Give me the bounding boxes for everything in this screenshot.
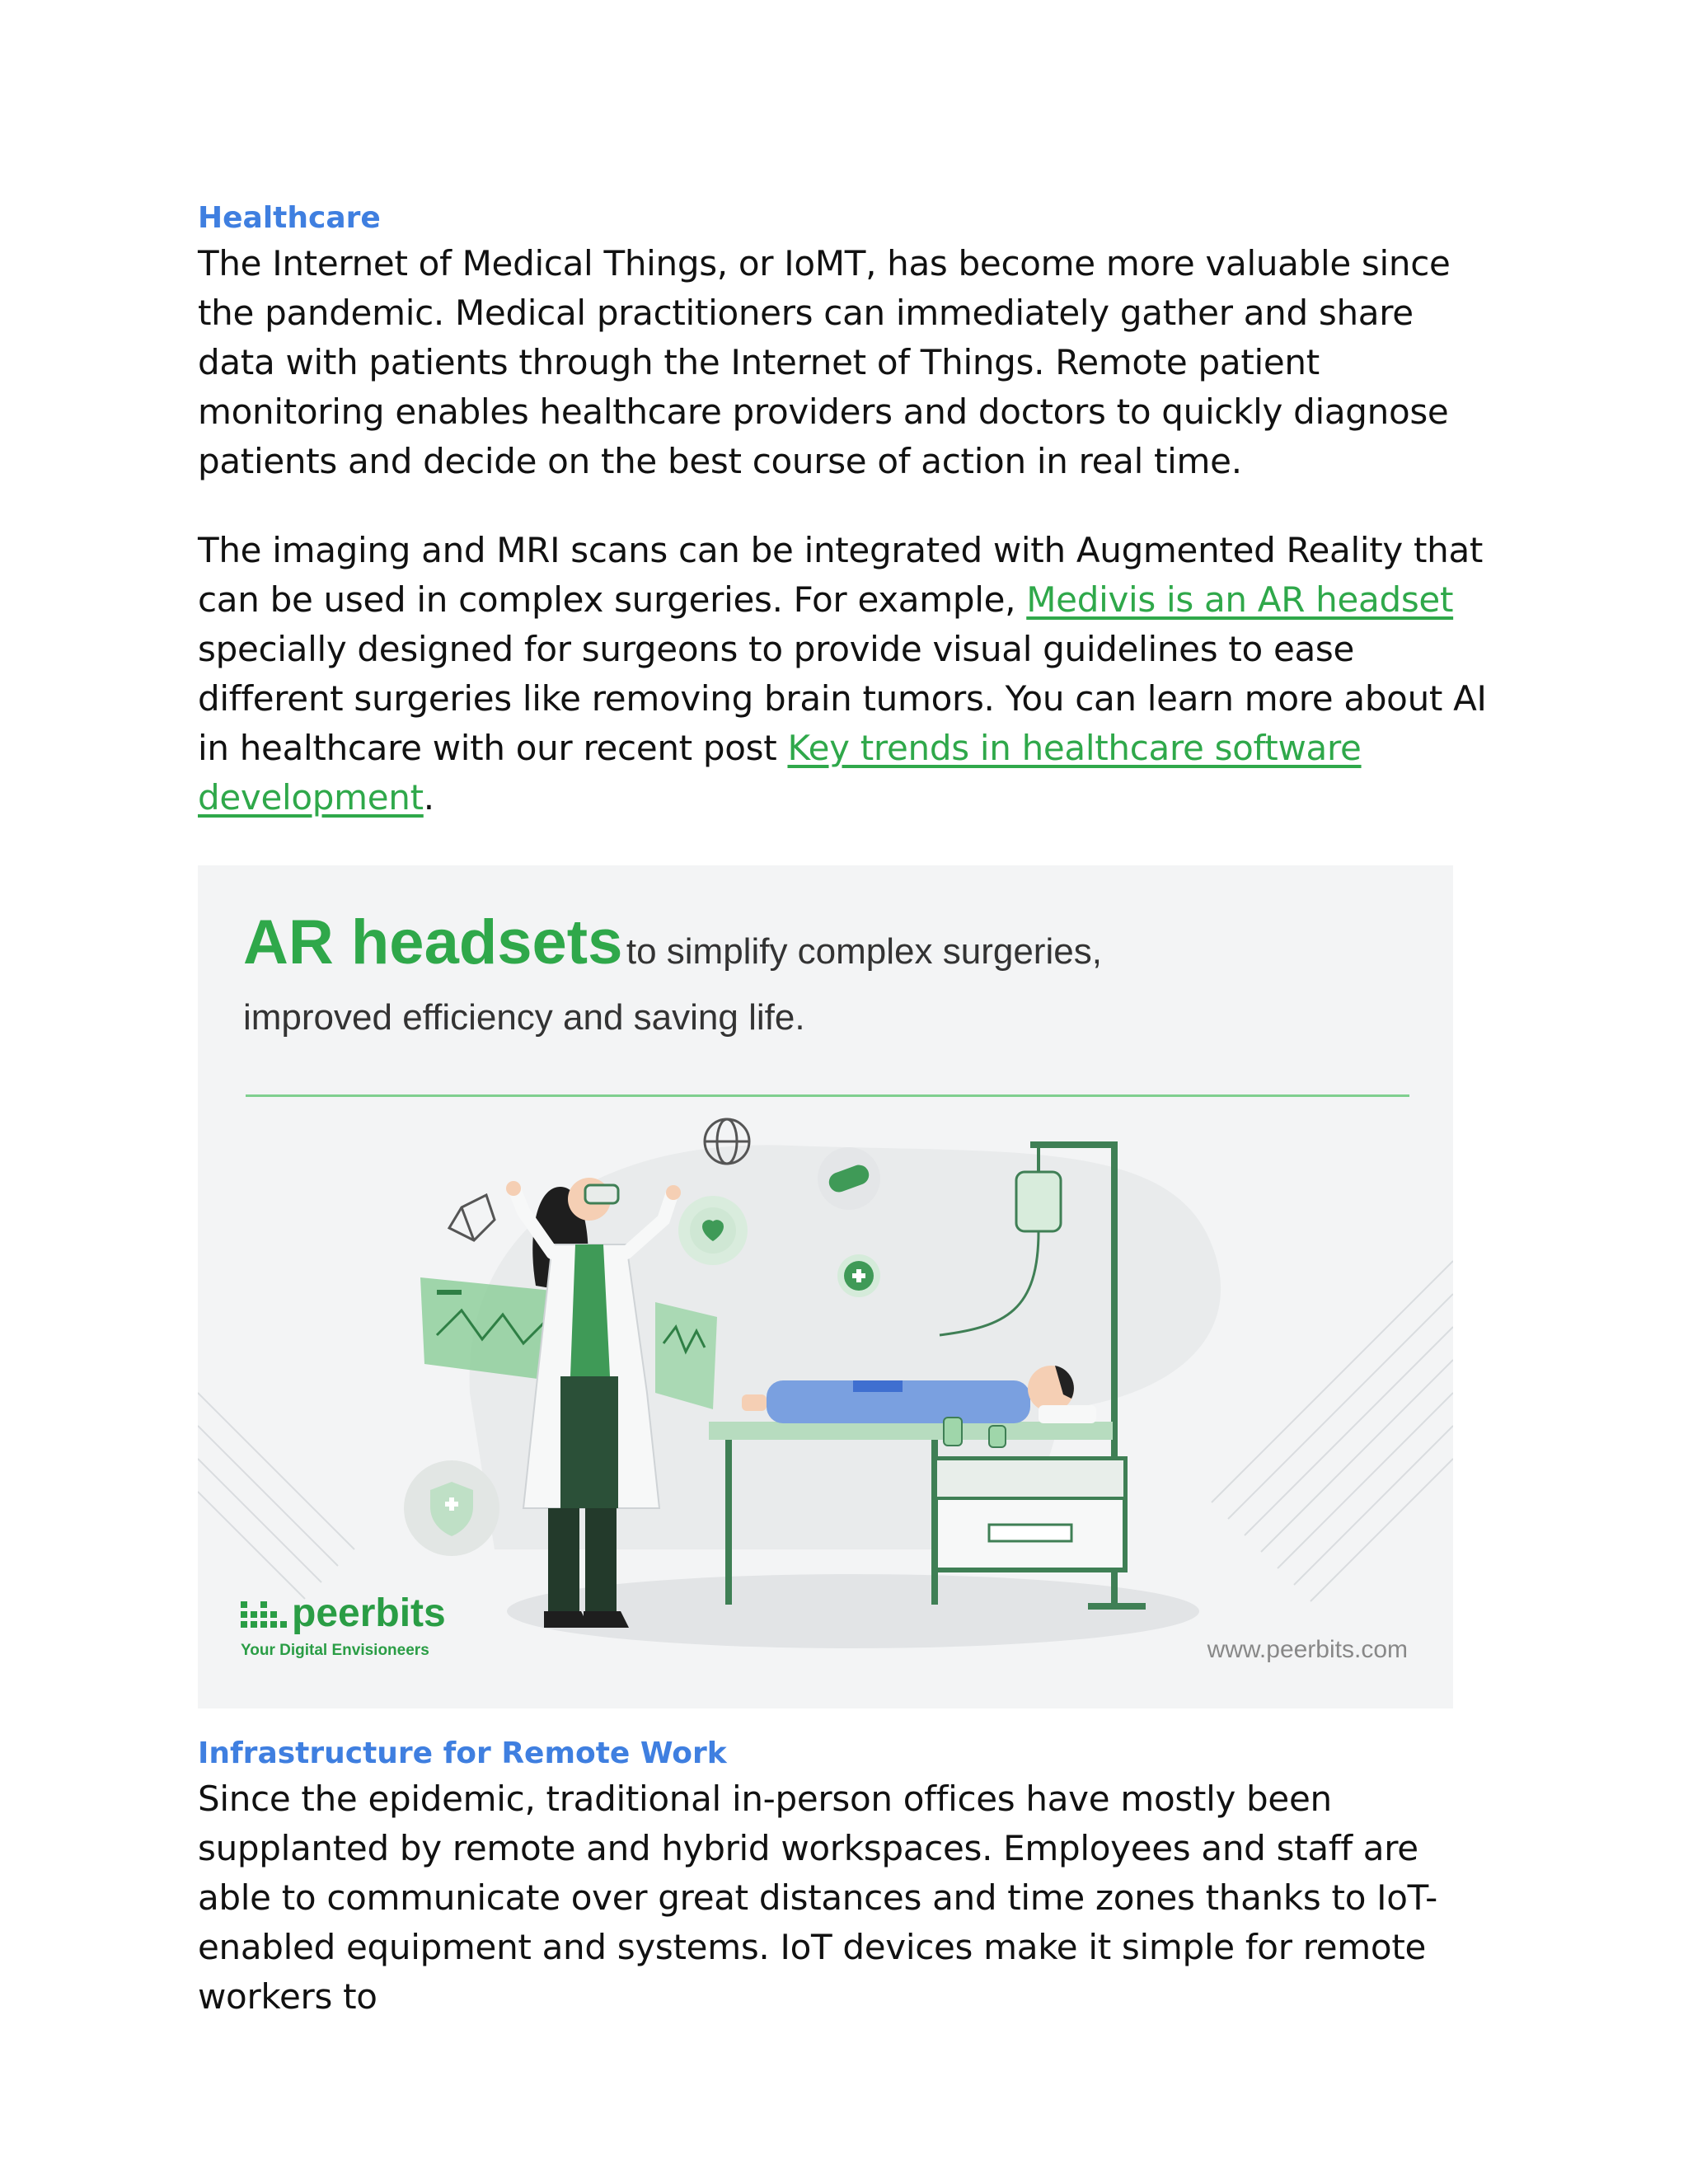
document-page	[198, 198, 1500, 2022]
section-heading-remote-work: Infrastructure for Remote Work	[198, 1736, 727, 1770]
paragraph-text: specially designed for surgeons to provide visual guidelines to ease different surgeries like removing brain tumors. You can learn more about AI in healthcare with our recent post	[198, 629, 1487, 768]
section-remote-work	[198, 1733, 1500, 2022]
hologram-screen-right	[655, 1302, 717, 1409]
link-healthcare-trends[interactable]: Key trends in healthcare software development	[198, 728, 1362, 818]
shield-icon	[404, 1460, 499, 1556]
paragraph-iomt: The Internet of Medical Things, or IoMT, has become more valuable since the pandemic. Medical practitioners can immediately gather and share data with patients through the Internet of Things. Remote patient monitoring enables healthcare providers and doctors to quickly diagnose patients and decide on the best course of action in real time.	[198, 243, 1451, 481]
ar-headset-illustration	[198, 865, 1453, 1708]
brand-website: www.peerbits.com	[1207, 1636, 1408, 1663]
plus-badge-icon	[837, 1254, 880, 1297]
figure-subtitle: improved efficiency and saving life.	[243, 997, 805, 1038]
pill-icon	[818, 1147, 880, 1210]
peerbits-logo	[241, 1591, 446, 1660]
figure-title-highlight: AR headsets	[243, 907, 623, 977]
paragraph-gap	[198, 486, 1500, 526]
link-medivis[interactable]: Medivis is an AR headset	[1026, 579, 1454, 620]
brand-name: peerbits	[292, 1591, 446, 1635]
paragraph-text: The imaging and MRI scans can be integrated with Augmented Reality that can be used in complex surgeries. For example,	[198, 530, 1484, 620]
diagonal-stripes-right	[1212, 1261, 1453, 1601]
figure-title-rest: to simplify complex surgeries,	[626, 931, 1102, 972]
section-heading-healthcare: Healthcare	[198, 201, 381, 235]
paragraph-remote-work: Since the epidemic, traditional in-person offices have mostly been supplanted by remote and hybrid workspaces. Employees and staff are able to communicate over great distances and time zones thanks to IoT-enabled equipment and systems. IoT devices make it simple for remote workers to	[198, 1779, 1437, 2017]
surgery-scene-art	[198, 865, 1453, 1708]
brand-tagline: Your Digital Envisioneers	[241, 1642, 429, 1659]
diagonal-stripes-left	[198, 1393, 354, 1599]
paragraph-text: .	[423, 777, 434, 818]
paragraph-ar-surgery	[198, 526, 1500, 823]
heart-pulse-icon	[678, 1196, 748, 1265]
molecule-icon	[449, 1195, 495, 1240]
